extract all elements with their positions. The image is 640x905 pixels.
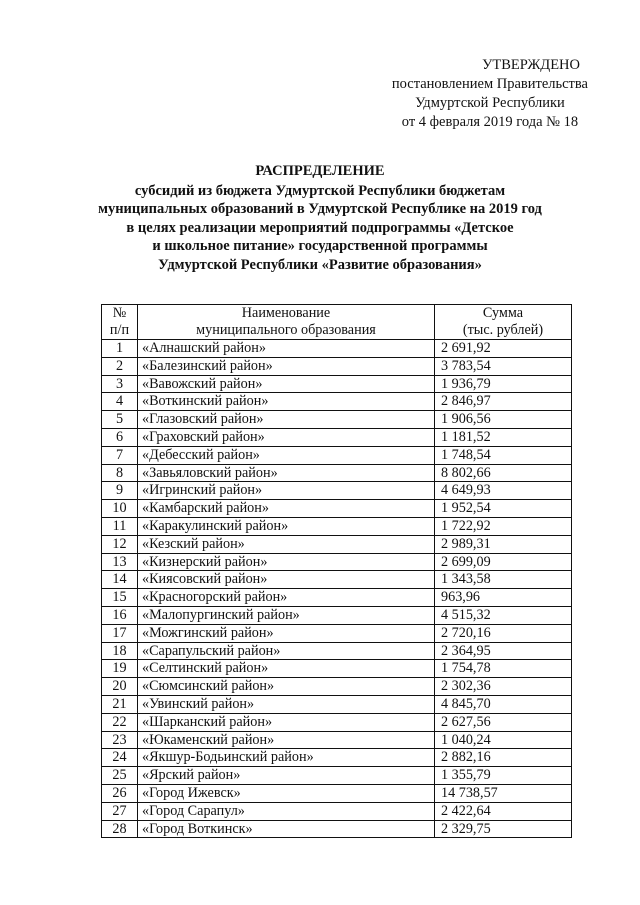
table-row xyxy=(102,606,572,624)
municipality-name: «Балезинский район» xyxy=(138,357,435,375)
table-row xyxy=(102,357,572,375)
municipality-name: «Красногорский район» xyxy=(138,589,435,607)
municipality-name: «Глазовский район» xyxy=(138,411,435,429)
subsidy-amount: 4 649,93 xyxy=(435,482,572,500)
municipality-name: «Сарапульский район» xyxy=(138,642,435,660)
municipality-name: «Можгинский район» xyxy=(138,624,435,642)
table-row xyxy=(102,589,572,607)
municipality-name: «Воткинский район» xyxy=(138,393,435,411)
municipality-name: «Селтинский район» xyxy=(138,660,435,678)
row-number: 7 xyxy=(102,446,138,464)
row-number: 17 xyxy=(102,624,138,642)
header-sum-bottom: (тыс. рублей) xyxy=(435,322,572,340)
subsidy-amount: 1 722,92 xyxy=(435,517,572,535)
row-number: 12 xyxy=(102,535,138,553)
row-number: 26 xyxy=(102,784,138,802)
heading-line: в целях реализации мероприятий подпрограммы «Детское xyxy=(126,219,514,236)
municipality-name: «Город Ижевск» xyxy=(138,784,435,802)
table-row xyxy=(102,624,572,642)
row-number: 11 xyxy=(102,517,138,535)
municipality-name: «Дебесский район» xyxy=(138,446,435,464)
subsidy-amount: 1 748,54 xyxy=(435,446,572,464)
row-number: 3 xyxy=(102,375,138,393)
table-row xyxy=(102,731,572,749)
municipality-name: «Каракулинский район» xyxy=(138,517,435,535)
row-number: 18 xyxy=(102,642,138,660)
municipality-name: «Игринский район» xyxy=(138,482,435,500)
heading-line: Удмуртской Республики «Развитие образования» xyxy=(158,256,482,273)
table-row xyxy=(102,820,572,838)
row-number: 21 xyxy=(102,695,138,713)
subsidy-amount: 8 802,66 xyxy=(435,464,572,482)
row-number: 10 xyxy=(102,500,138,518)
municipality-name: «Кезский район» xyxy=(138,535,435,553)
table-row xyxy=(102,713,572,731)
subsidy-amount: 2 302,36 xyxy=(435,678,572,696)
row-number: 8 xyxy=(102,464,138,482)
row-number: 9 xyxy=(102,482,138,500)
table-row xyxy=(102,500,572,518)
subsidy-amount: 1 181,52 xyxy=(435,428,572,446)
table-row xyxy=(102,428,572,446)
table-row xyxy=(102,340,572,358)
municipality-name: «Юкаменский район» xyxy=(138,731,435,749)
table-row xyxy=(102,767,572,785)
header-name-bottom: муниципального образования xyxy=(138,322,435,340)
municipality-name: «Увинский район» xyxy=(138,695,435,713)
heading-line: и школьное питание» государственной программы xyxy=(152,238,488,254)
row-number: 1 xyxy=(102,340,138,358)
approval-line: Удмуртской Республики xyxy=(415,95,565,111)
row-number: 5 xyxy=(102,411,138,429)
table-row xyxy=(102,411,572,429)
table-row xyxy=(102,482,572,500)
row-number: 25 xyxy=(102,767,138,785)
heading-line: муниципальных образований в Удмуртской Республике на 2019 год xyxy=(98,201,542,217)
table-row xyxy=(102,375,572,393)
subsidy-amount: 2 699,09 xyxy=(435,553,572,571)
row-number: 15 xyxy=(102,589,138,607)
heading-title: РАСПРЕДЕЛЕНИЕ xyxy=(255,163,385,179)
table-row xyxy=(102,393,572,411)
table-row xyxy=(102,642,572,660)
table-body xyxy=(102,340,572,838)
row-number: 19 xyxy=(102,660,138,678)
subsidy-amount: 3 783,54 xyxy=(435,357,572,375)
row-number: 24 xyxy=(102,749,138,767)
municipality-name: «Город Воткинск» xyxy=(138,820,435,838)
subsidy-amount: 14 738,57 xyxy=(435,784,572,802)
municipality-name: «Кизнерский район» xyxy=(138,553,435,571)
subsidy-amount: 1 754,78 xyxy=(435,660,572,678)
municipality-name: «Вавожский район» xyxy=(138,375,435,393)
municipality-name: «Якшур-Бодьинский район» xyxy=(138,749,435,767)
row-number: 13 xyxy=(102,553,138,571)
row-number: 2 xyxy=(102,357,138,375)
subsidy-amount: 1 040,24 xyxy=(435,731,572,749)
subsidy-amount: 2 720,16 xyxy=(435,624,572,642)
approval-title: УТВЕРЖДЕНО xyxy=(482,57,580,73)
subsidy-amount: 2 422,64 xyxy=(435,802,572,820)
table-row xyxy=(102,802,572,820)
table-row xyxy=(102,660,572,678)
table-row xyxy=(102,749,572,767)
approval-block xyxy=(392,56,588,132)
subsidy-amount: 2 846,97 xyxy=(435,393,572,411)
document-heading xyxy=(80,162,560,274)
subsidy-amount: 2 989,31 xyxy=(435,535,572,553)
subsidy-amount: 2 691,92 xyxy=(435,340,572,358)
subsidy-amount: 1 906,56 xyxy=(435,411,572,429)
subsidy-amount: 4 515,32 xyxy=(435,606,572,624)
row-number: 27 xyxy=(102,802,138,820)
subsidy-amount: 1 355,79 xyxy=(435,767,572,785)
row-number: 14 xyxy=(102,571,138,589)
approval-line: постановлением Правительства xyxy=(391,76,588,92)
table-row xyxy=(102,695,572,713)
subsidy-amount: 1 936,79 xyxy=(435,375,572,393)
table-row xyxy=(102,464,572,482)
subsidy-amount: 1 952,54 xyxy=(435,500,572,518)
row-number: 6 xyxy=(102,428,138,446)
municipality-name: «Камбарский район» xyxy=(138,500,435,518)
table-row xyxy=(102,571,572,589)
row-number: 4 xyxy=(102,393,138,411)
header-num-top: № xyxy=(102,305,138,323)
subsidy-amount: 963,96 xyxy=(435,589,572,607)
row-number: 20 xyxy=(102,678,138,696)
row-number: 16 xyxy=(102,606,138,624)
heading-line: субсидий из бюджета Удмуртской Республики бюджетам xyxy=(134,182,506,199)
distribution-table xyxy=(101,304,572,838)
table-row xyxy=(102,446,572,464)
header-sum-top: Сумма xyxy=(435,305,572,323)
table-row xyxy=(102,517,572,535)
table-row xyxy=(102,553,572,571)
header-name-top: Наименование xyxy=(138,305,435,323)
table-row xyxy=(102,678,572,696)
subsidy-amount: 2 329,75 xyxy=(435,820,572,838)
municipality-name: «Сюмсинский район» xyxy=(138,678,435,696)
header-num-bottom: п/п xyxy=(102,322,138,340)
municipality-name: «Город Сарапул» xyxy=(138,802,435,820)
subsidy-amount: 2 364,95 xyxy=(435,642,572,660)
municipality-name: «Киясовский район» xyxy=(138,571,435,589)
municipality-name: «Шарканский район» xyxy=(138,713,435,731)
row-number: 28 xyxy=(102,820,138,838)
table-row xyxy=(102,784,572,802)
subsidy-amount: 4 845,70 xyxy=(435,695,572,713)
municipality-name: «Завьяловский район» xyxy=(138,464,435,482)
municipality-name: «Ярский район» xyxy=(138,767,435,785)
approval-line: от 4 февраля 2019 года № 18 xyxy=(401,114,579,130)
subsidy-amount: 2 627,56 xyxy=(435,713,572,731)
row-number: 23 xyxy=(102,731,138,749)
municipality-name: «Граховский район» xyxy=(138,428,435,446)
municipality-name: «Малопургинский район» xyxy=(138,606,435,624)
subsidy-amount: 1 343,58 xyxy=(435,571,572,589)
municipality-name: «Алнашский район» xyxy=(138,340,435,358)
table-row xyxy=(102,535,572,553)
row-number: 22 xyxy=(102,713,138,731)
subsidy-amount: 2 882,16 xyxy=(435,749,572,767)
